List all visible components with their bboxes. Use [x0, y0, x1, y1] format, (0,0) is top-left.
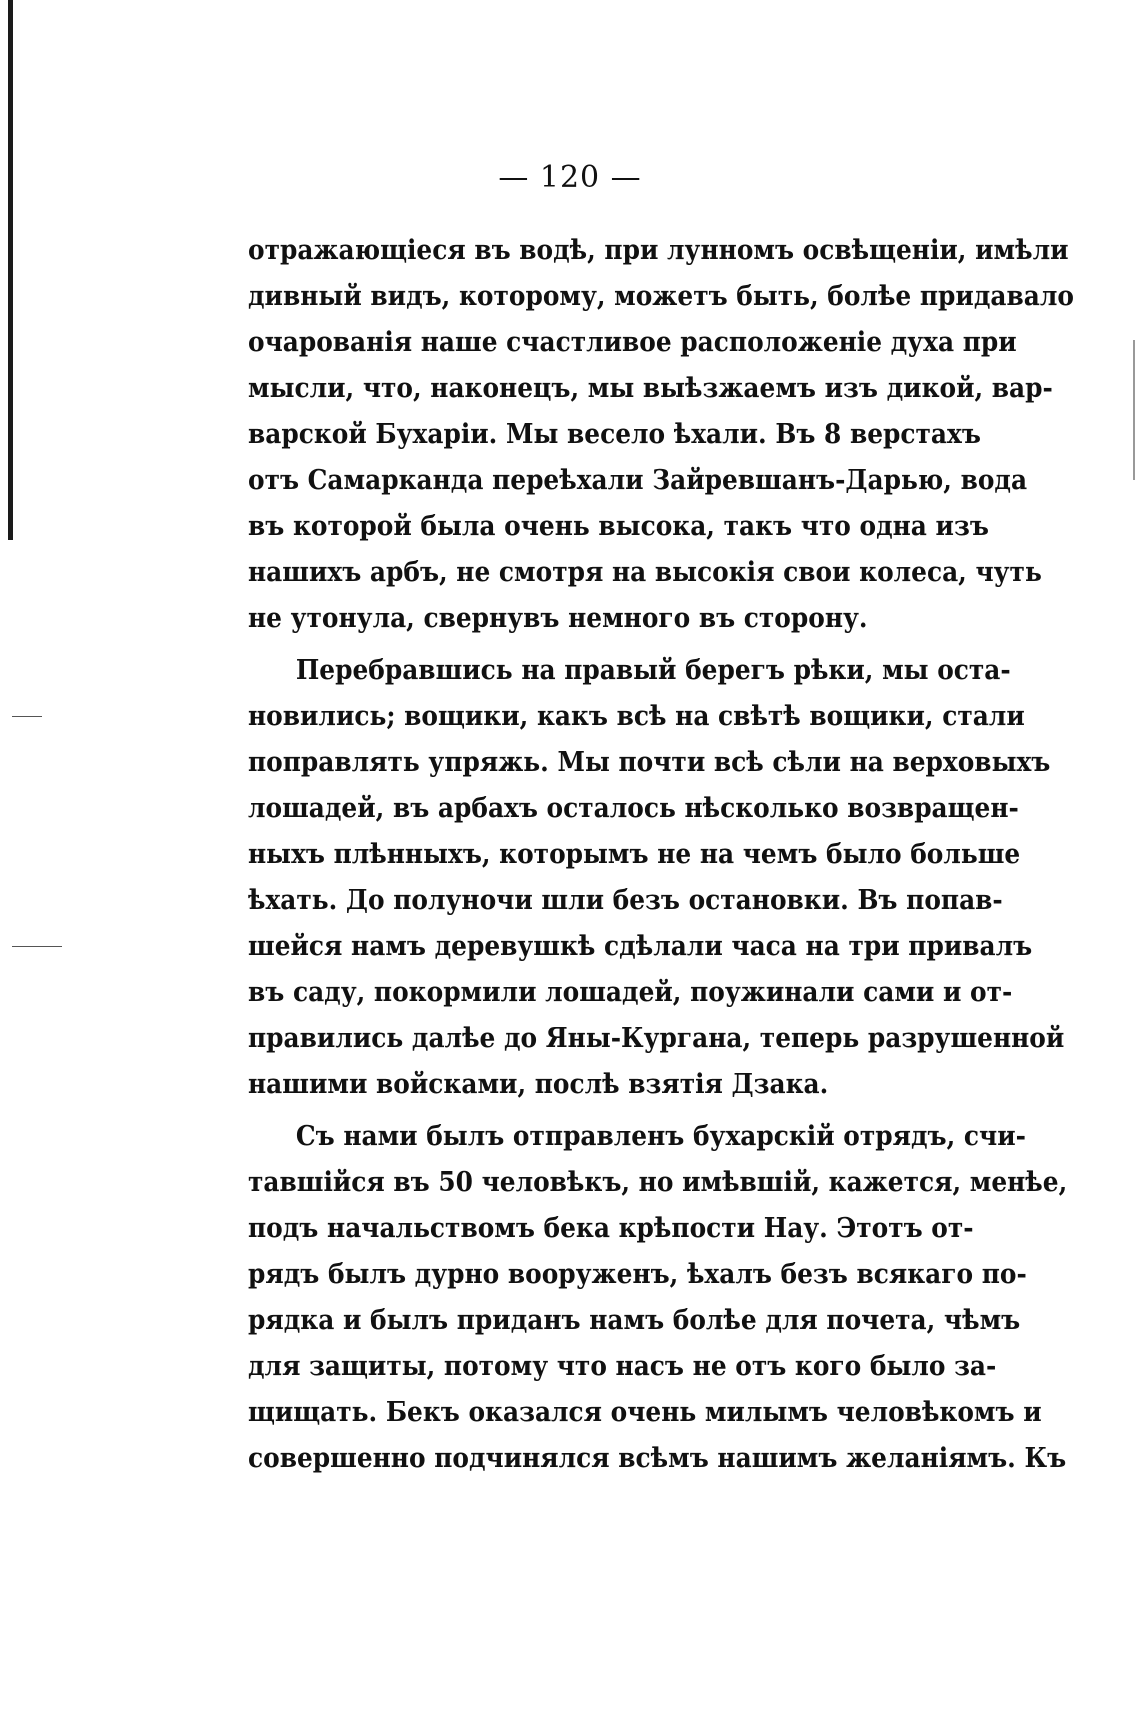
text-line: ѣхать. До полуночи шли безъ остановки. Въ попав-: [248, 885, 1003, 916]
text-line: правились далѣе до Яны-Кургана, теперь разрушенной: [248, 1023, 1065, 1054]
text-line: дивный видъ, которому, можетъ быть, болѣе придавало: [248, 281, 1074, 312]
text-line: отъ Самарканда переѣхали Зайревшанъ-Дарью, вода: [248, 465, 1028, 496]
scan-mark: [12, 716, 42, 717]
text-line: мысли, что, наконецъ, мы выѣзжаемъ изъ дикой, вар-: [248, 373, 1053, 404]
text-line: совершенно подчинялся всѣмъ нашимъ желаніямъ. Къ: [248, 1443, 1067, 1474]
text-line: подъ начальствомъ бека крѣпости Нау. Этотъ от-: [248, 1213, 974, 1244]
text-line: тавшійся въ 50 человѣкъ, но имѣвшій, кажется, менѣе,: [248, 1167, 1068, 1198]
text-line: отражающіеся въ водѣ, при лунномъ освѣщеніи, имѣли: [248, 235, 1069, 266]
page-binding-edge: [8, 0, 13, 540]
text-line: ныхъ плѣнныхъ, которымъ не на чемъ было больше: [248, 839, 1021, 870]
scan-mark: [1133, 340, 1135, 480]
text-line: поправлять упряжь. Мы почти всѣ сѣли на верховыхъ: [248, 747, 1051, 778]
text-line: для защиты, потому что насъ не отъ кого было за-: [248, 1351, 997, 1382]
text-line: Съ нами былъ отправленъ бухарскій отрядъ, счи-: [295, 1121, 1026, 1152]
text-line: рядка и былъ приданъ намъ болѣе для почета, чѣмъ: [248, 1305, 1021, 1336]
text-line: лошадей, въ арбахъ осталось нѣсколько возвращен-: [248, 793, 1019, 824]
text-line: въ саду, покормили лошадей, поужинали сами и от-: [248, 977, 1013, 1008]
paragraph-1: [248, 228, 1074, 642]
text-line: нашихъ арбъ, не смотря на высокія свои колеса, чуть: [248, 557, 1042, 588]
page-number: — 120 —: [498, 160, 642, 195]
text-line: въ которой была очень высока, такъ что одна изъ: [248, 511, 989, 542]
text-line: рядъ былъ дурно вооруженъ, ѣхалъ безъ всякаго по-: [248, 1259, 1027, 1290]
text-line: очарованія наше счастливое расположеніе духа при: [248, 327, 1017, 358]
body-text: [248, 228, 1074, 1488]
paragraph-2: [248, 648, 1065, 1108]
text-line: варской Бухаріи. Мы весело ѣхали. Въ 8 верстахъ: [248, 419, 981, 450]
text-line: шейся намъ деревушкѣ сдѣлали часа на три привалъ: [248, 931, 1033, 962]
text-line: нашими войсками, послѣ взятія Дзака.: [248, 1069, 829, 1100]
text-line: не утонула, свернувъ немного въ сторону.: [248, 603, 868, 634]
paragraph-3: [248, 1114, 1068, 1482]
text-line: щищать. Бекъ оказался очень милымъ человѣкомъ и: [248, 1397, 1042, 1428]
text-line: новились; вощики, какъ всѣ на свѣтѣ вощики, стали: [248, 701, 1025, 732]
scan-mark: [12, 946, 62, 947]
text-line: Перебравшись на правый берегъ рѣки, мы оста-: [295, 655, 1011, 686]
